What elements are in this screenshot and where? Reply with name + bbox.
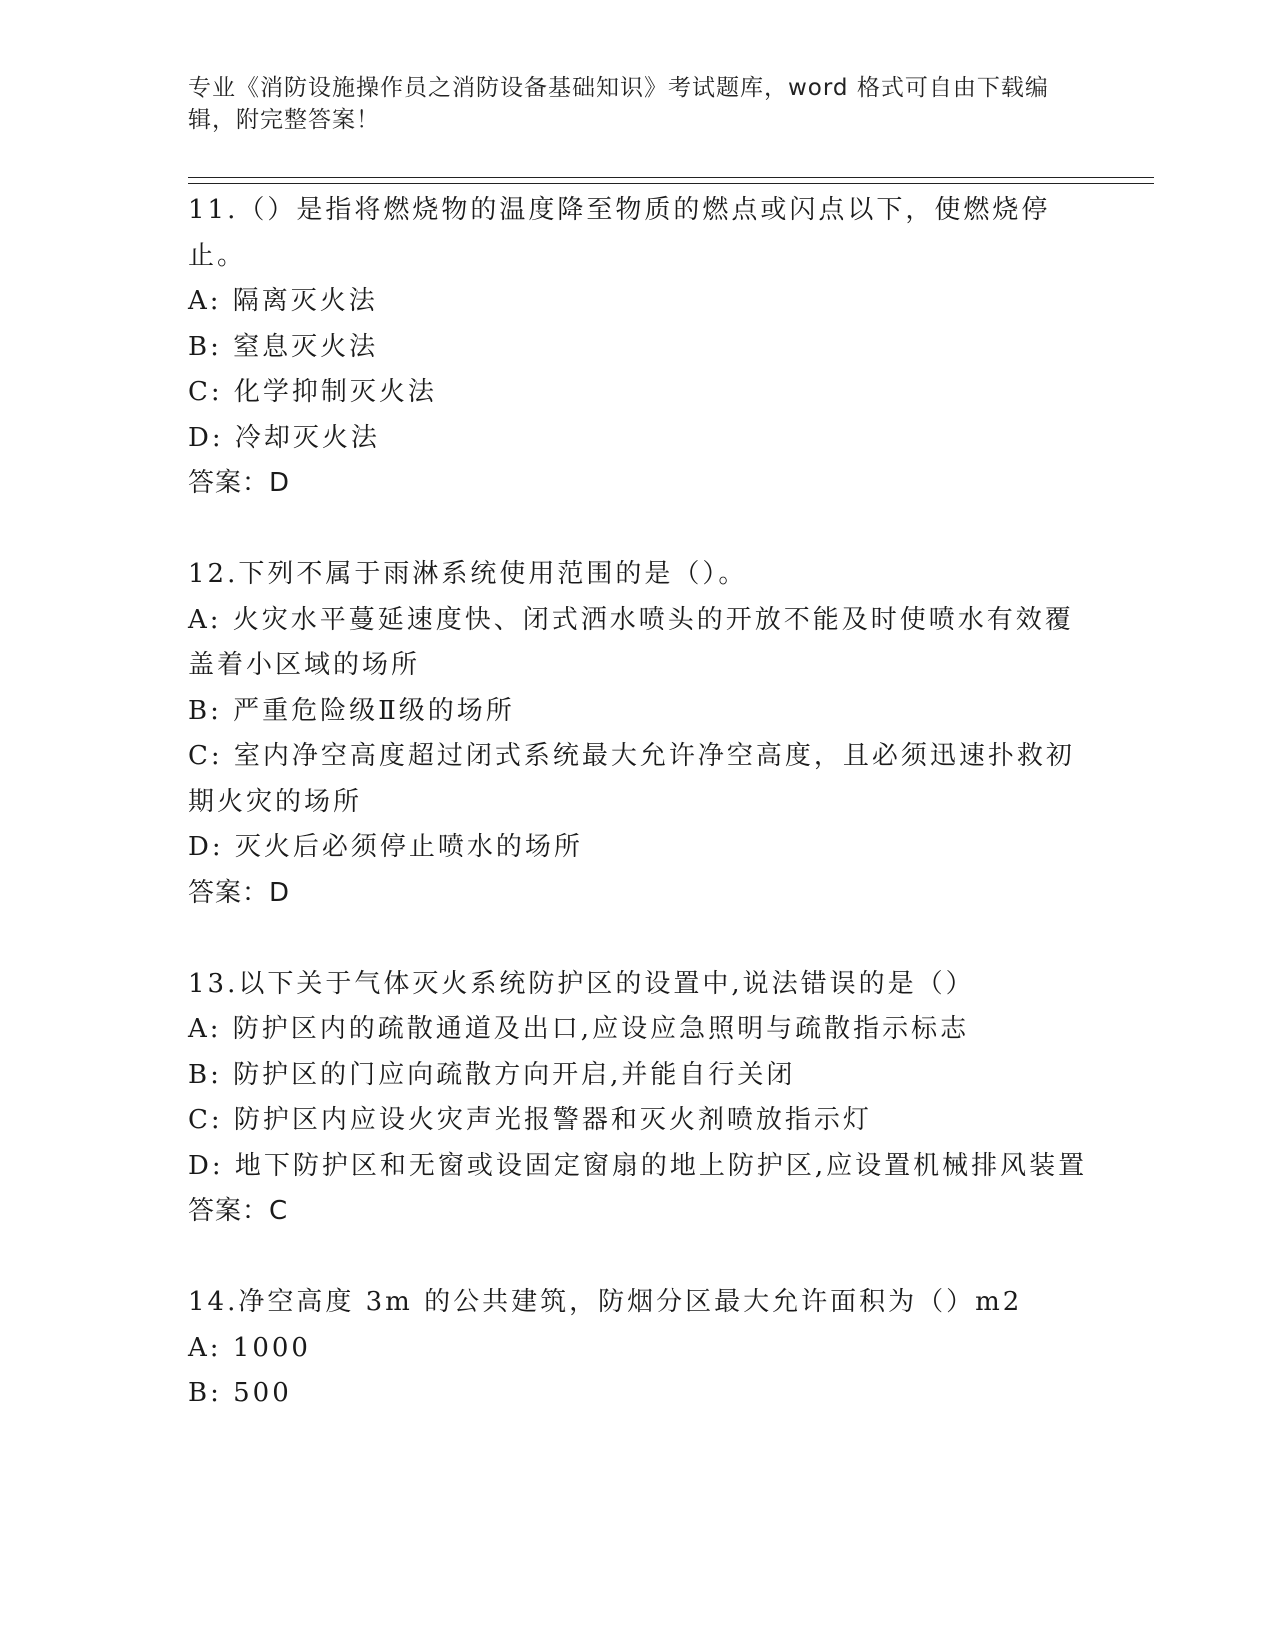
question-11: [188, 188, 1088, 552]
option-a: A: 隔离灭火法: [188, 286, 378, 316]
question-stem: 13.以下关于气体灭火系统防护区的设置中,说法错误的是（）: [188, 968, 975, 999]
header-text: 专业《消防设施操作员之消防设备基础知识》考试题库，word 格式可自由下载编辑，附完整答案！: [188, 75, 1049, 133]
answer-line: 答案：C: [188, 1196, 289, 1226]
answer-line: 答案：D: [188, 877, 291, 908]
option-b: B: 防护区的门应向疏散方向开启,并能自行关闭: [188, 1059, 796, 1090]
question-spacer: [188, 916, 1088, 962]
option-b: B: 窒息灭火法: [188, 331, 379, 362]
document-header: [188, 72, 1068, 136]
question-14: [188, 1280, 1088, 1417]
header-divider-top: [188, 177, 1154, 178]
option-c: C: 化学抑制灭火法: [188, 377, 437, 407]
option-d: D: 灭火后必须停止喷水的场所: [188, 832, 583, 862]
option-a: A: 火灾水平蔓延速度快、闭式洒水喷头的开放不能及时使喷水有效覆盖着小区域的场所: [188, 604, 1074, 680]
option-a: A: 1000: [188, 1332, 311, 1363]
question-13: [188, 962, 1088, 1281]
option-d: D: 冷却灭火法: [188, 422, 380, 453]
answer-line: 答案：D: [188, 468, 291, 498]
question-spacer: [188, 1235, 1088, 1281]
option-c: C: 室内净空高度超过闭式系统最大允许净空高度，且必须迅速扑救初期火灾的场所: [188, 741, 1075, 817]
question-stem: 12.下列不属于雨淋系统使用范围的是（）。: [188, 559, 748, 589]
option-b: B: 严重危险级Ⅱ级的场所: [188, 695, 515, 726]
question-spacer: [188, 507, 1088, 553]
question-list: [188, 188, 1088, 1417]
question-12: [188, 552, 1088, 962]
option-a: A: 防护区内的疏散通道及出口,应设应急照明与疏散指示标志: [188, 1014, 970, 1044]
option-b: B: 500: [188, 1378, 292, 1408]
option-c: C: 防护区内应设火灾声光报警器和灭火剂喷放指示灯: [188, 1105, 872, 1135]
header-divider-bottom: [188, 183, 1154, 184]
option-d: D: 地下防护区和无窗或设固定窗扇的地上防护区,应设置机械排风装置: [188, 1150, 1088, 1181]
question-stem: 11.（）是指将燃烧物的温度降至物质的燃点或闪点以下，使燃烧停止。: [188, 195, 1051, 271]
question-stem: 14.净空高度 3m 的公共建筑，防烟分区最大允许面积为（）m2: [188, 1287, 1023, 1317]
